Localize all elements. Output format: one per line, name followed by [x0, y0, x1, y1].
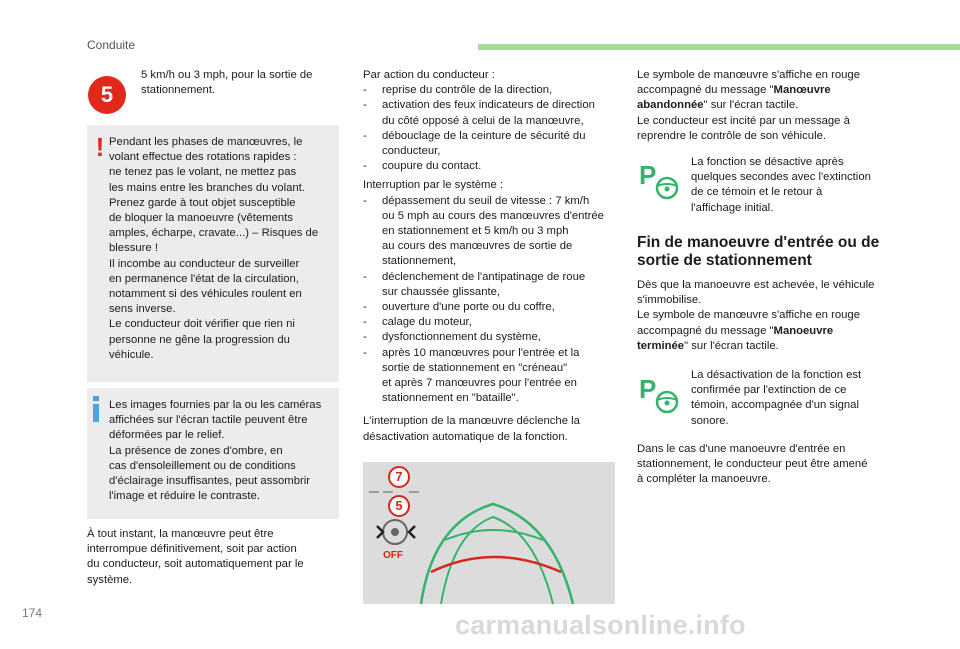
abandon-text-a: Le symbole de manœuvre s'affiche en rouge accompagné du message ": [637, 69, 860, 97]
list-item: - dysfonctionnement du système,: [363, 330, 619, 345]
end-text-2b: " sur l'écran tactile.: [684, 339, 779, 352]
finished-message: Manoeuvre terminée: [637, 324, 834, 352]
end-text-2a: Le symbole de manœuvre s'affiche en rouge accompagné du message ": [637, 309, 860, 337]
info-icon: [93, 396, 99, 422]
list-item: - ouverture d'une porte ou du coffre,: [363, 300, 619, 315]
list-item: - calage du moteur,: [363, 315, 619, 330]
system-intro: Interruption par le système :: [363, 179, 504, 192]
driver-intro: Par action du conducteur :: [363, 69, 495, 81]
step-text: 5 km/h ou 3 mph, pour la sortie de stationnement.: [141, 69, 313, 97]
camera-speed-top: 7: [395, 469, 403, 484]
end-paragraph: [637, 278, 907, 354]
abandon-paragraph: [637, 68, 897, 144]
park-assist-icon-2: [637, 374, 681, 414]
driver-actions-list: [363, 83, 619, 174]
list-item: - reprise du contrôle de la direction,: [363, 83, 619, 98]
svg-text:P: P: [639, 374, 657, 404]
list-item: - débouclage de la ceinture de sécurité du conducteur,: [363, 129, 619, 159]
list-item: - coupure du contact.: [363, 159, 619, 174]
exclamation-icon: !: [95, 132, 105, 162]
watermark: carmanualsonline.info: [455, 610, 746, 640]
end-text-1: Dès que la manoeuvre est achevée, le véhicule s'immobilise.: [637, 279, 875, 307]
list-item: - dépassement du seuil de vitesse : 7 km/h ou 5 mph au cours des manœuvres d'entrée en stationnement et 5 km/h ou 3 mph au cours des manœuvres de sortie de stationnement,: [363, 194, 619, 270]
camera-off-label: OFF: [383, 550, 403, 561]
abandon-text-b: " sur l'écran tactile. Le conducteur est incité par un message à reprendre le contrôle de son véhicule.: [637, 99, 850, 142]
step-number-badge: 5: [88, 76, 126, 114]
camera-speed-bottom: 5: [395, 498, 403, 513]
park-assist-icon: [637, 160, 681, 200]
warning-text: Pendant les phases de manœuvres, le volant effectue des rotations rapides : ne tenez pas le volant, ne mettez pas les mains entre les branches du volant. Prenez garde à tout objet susceptible de bloquer la manoeuvre (vêtements amples, écharpe, cravate...) – Risques de blessure ! Il incombe au conducteur de surveiller en permanence l'état de la circulation, notamment si des véhicules roulent en sens inverse. Le conducteur doit vérifier que rien ni personne ne gêne la progression du véhicule.: [109, 136, 319, 361]
icon2-text: La désactivation de la fonction est confirmée par l'extinction de ce témoin, accompagnée d'un signal sonore.: [691, 369, 862, 427]
camera-view-illustration: [363, 462, 615, 604]
list-item: - déclenchement de l'antipatinage de roue sur chaussée glissante,: [363, 270, 619, 300]
abandon-message: Manœuvre abandonnée: [637, 84, 831, 112]
final-paragraph: Dans le cas d'une manoeuvre d'entrée en stationnement, le conducteur peut être amené à compléter la manoeuvre.: [637, 443, 868, 486]
system-actions-list: [363, 194, 619, 407]
icon1-text: La fonction se désactive après quelques secondes avec l'extinction de ce témoin et le retour à l'affichage initial.: [691, 156, 871, 214]
section-color-bar: [478, 44, 960, 50]
section-heading: Fin de manoeuvre d'entrée ou de sortie de stationnement: [637, 234, 880, 269]
list-item: - après 10 manœuvres pour l'entrée et la sortie de stationnement en "créneau" et après 7 manœuvres pour l'entrée en stationnement en "bataille".: [363, 346, 619, 407]
section-title: Conduite: [87, 38, 136, 52]
closing-paragraph: À tout instant, la manœuvre peut être interrompue définitivement, soit par action du conducteur, soit automatiquement par le système.: [87, 528, 304, 586]
svg-text:P: P: [639, 160, 657, 190]
page-number: 174: [22, 606, 43, 620]
info-text: Les images fournies par la ou les caméras affichées sur l'écran tactile peuvent être déformées par le relief. La présence de zones d'ombre, en cas d'ensoleillement ou de conditions d'éclairage insuffisantes, peut assombrir l'image et réduire le contraste.: [109, 399, 322, 503]
interruption-column: [363, 68, 619, 445]
conclusion-text: L'interruption de la manœuvre déclenche la désactivation automatique de la fonction.: [363, 415, 580, 443]
list-item: - activation des feux indicateurs de direction du côté opposé à celui de la manœuvre,: [363, 98, 619, 128]
